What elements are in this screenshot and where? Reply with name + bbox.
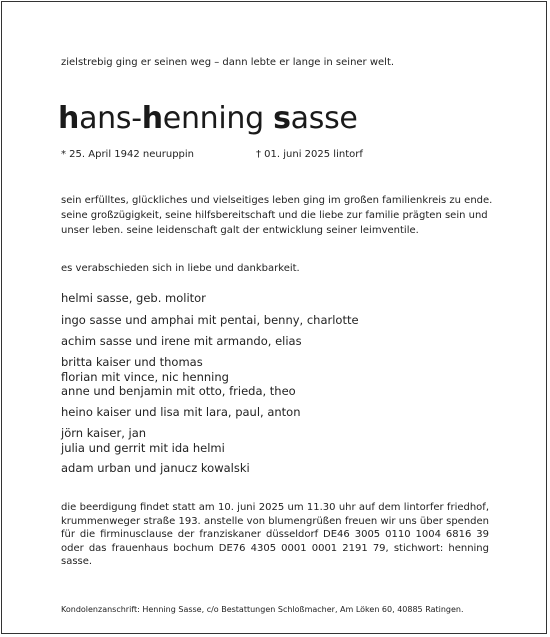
family-group xyxy=(61,313,359,328)
biography-line: sein erfülltes, glückliches und vielseitiges leben ging im großen familienkreis zu ende. xyxy=(61,195,493,206)
condolence-address: Kondolenzanschrift: Henning Sasse, c/o Bestattungen Schloßmacher, Am Löken 60, 40885 Ratingen. xyxy=(61,605,464,614)
family-group xyxy=(61,405,301,420)
family-member: anne und benjamin mit otto, frieda, theo xyxy=(61,384,296,398)
birth-date: * 25. April 1942 neuruppin xyxy=(61,149,195,160)
name-part-2: enning xyxy=(162,101,274,136)
biography-line: unser leben. seine leidenschaft galt der entwicklung seiner leimventile. xyxy=(61,225,419,236)
family-member: heino kaiser und lisa mit lara, paul, anton xyxy=(61,405,301,419)
death-date: † 01. juni 2025 lintorf xyxy=(256,149,363,160)
family-group xyxy=(61,426,225,455)
funeral-details xyxy=(61,501,489,569)
family-member: jörn kaiser, jan xyxy=(61,426,147,440)
name-initial-1: h xyxy=(58,101,80,136)
family-member: julia und gerrit mit ida helmi xyxy=(61,440,225,455)
family-member: florian mit vince, nic henning xyxy=(61,369,229,384)
family-group xyxy=(61,291,206,306)
biography xyxy=(61,193,492,238)
family-member: achim sasse und irene mit armando, elias xyxy=(61,334,302,348)
family-group xyxy=(61,334,302,349)
name-initial-3: s xyxy=(273,101,291,136)
family-member: ingo sasse und amphai mit pentai, benny, charlotte xyxy=(61,313,359,327)
name-initial-2: h xyxy=(141,101,163,136)
family-member: helmi sasse, geb. molitor xyxy=(61,291,206,305)
epigraph-quote: zielstrebig ging er seinen weg – dann lebte er lange in seiner welt. xyxy=(61,57,395,68)
deceased-name xyxy=(58,101,358,137)
name-part-3: asse xyxy=(290,101,358,136)
family-member: adam urban und janucz kowalski xyxy=(61,461,250,475)
farewell-line: es verabschieden sich in liebe und dankbarkeit. xyxy=(61,263,300,274)
funeral-text: die beerdigung findet statt am 10. juni 2025 um 11.30 uhr auf dem lintorfer friedhof, krummenweger straße 193. anstelle von blumengrüßen freuen wir uns über spenden für die firminusclause der franziskaner düsseldorf DE46 3005 0110 1004 6816 39 oder das frauenhaus bochum DE76 4305 0001 0001 2191 79, stichwort: henning sasse. xyxy=(61,502,489,567)
family-member: britta kaiser und thomas xyxy=(61,355,203,369)
biography-line: seine großzügigkeit, seine hilfsbereitschaft und die liebe zur familie prägten sein und xyxy=(61,210,488,221)
family-group xyxy=(61,461,250,476)
family-group xyxy=(61,355,296,399)
name-part-1: ans- xyxy=(79,101,142,136)
